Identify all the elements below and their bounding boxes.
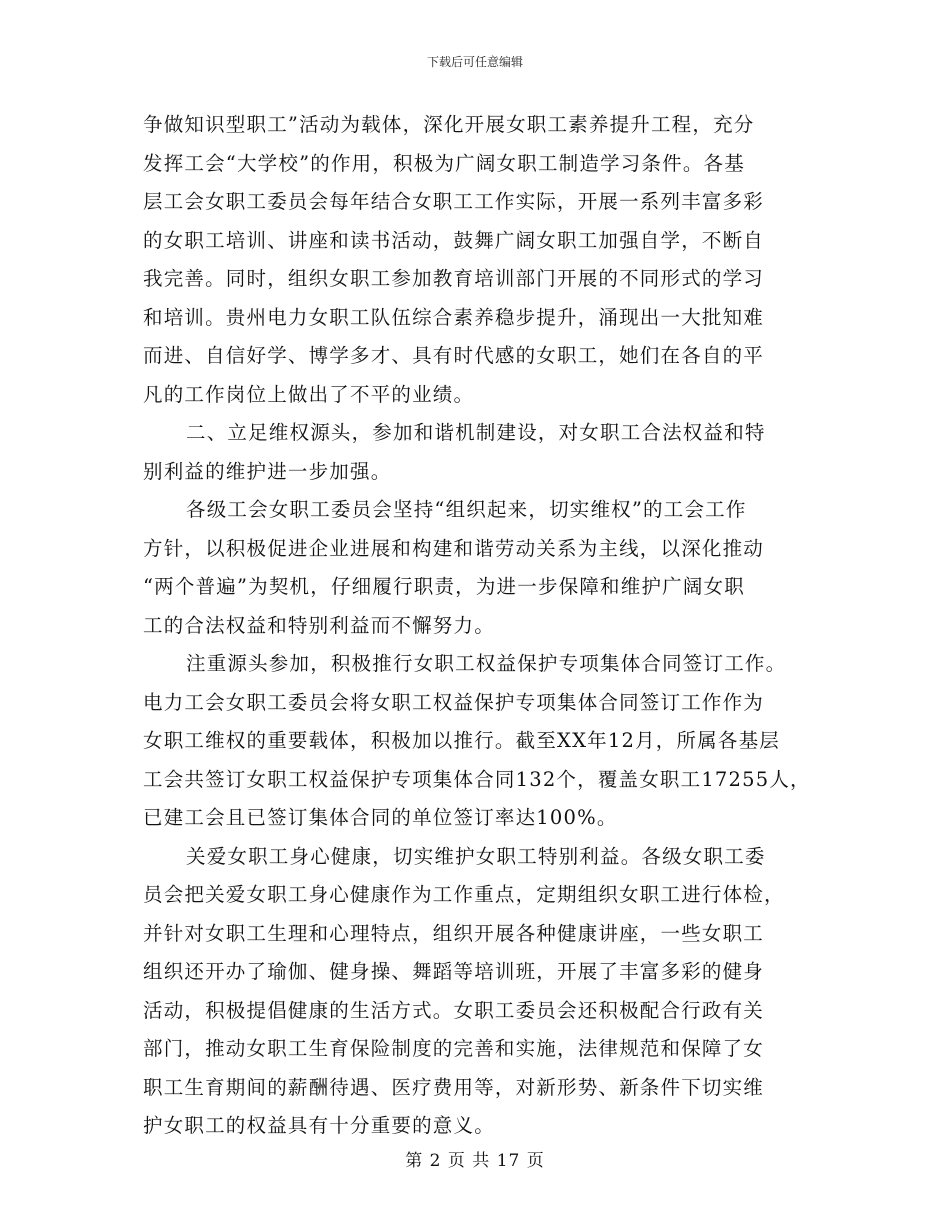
document-body <box>143 106 833 1146</box>
text-line: 工的合法权益和特别利益而不懈努力。 <box>143 613 495 637</box>
total-pages-number: 17 <box>496 1151 521 1171</box>
page-footer <box>0 1150 950 1172</box>
footer-prefix: 第 <box>405 1151 424 1171</box>
text-line: 发挥工会“大学校”的作用，积极为广阔女职工制造学习条件。各基 <box>143 151 745 175</box>
current-page-number: 2 <box>429 1151 442 1171</box>
text-line: 关爱女职工身心健康，切实维护女职工特别利益。各级女职工委 <box>186 844 766 868</box>
text-line: 我完善。同时，组织女职工参加教育培训部门开展的不同形式的学习 <box>143 267 765 290</box>
footer-page-word: 页 <box>447 1151 466 1171</box>
text-line: 女职工维权的重要载体，积极加以推行。截至XX年12月，所属各基层 <box>143 729 780 752</box>
text-line: 并针对女职工生理和心理特点，组织开展各种健康讲座，一些女职工 <box>143 921 765 945</box>
footer-total-word: 共 <box>472 1151 491 1171</box>
section-heading-line: 别利益的维护进一步加强。 <box>143 459 392 483</box>
text-line: 层工会女职工委员会每年结合女职工工作实际，开展一系列丰富多彩 <box>143 190 765 213</box>
text-line: 方针，以积极促进企业进展和构建和谐劳动关系为主线，以深化推动 <box>143 536 765 560</box>
text-line: 凡的工作岗位上做出了不平的业绩。 <box>143 382 475 406</box>
text-line: 职工生育期间的薪酬待遇、医疗费用等，对新形势、新条件下切实维 <box>143 1075 765 1099</box>
text-line: 争做知识型职工”活动为载体，深化开展女职工素养提升工程，充分 <box>143 113 755 136</box>
text-line: 已建工会且已签订集体合同的单位签订率达100%。 <box>143 806 618 829</box>
text-line: 和培训。贵州电力女职工队伍综合素养稳步提升，涌现出一大批知难 <box>143 305 765 329</box>
text-line: 电力工会女职工委员会将女职工权益保护专项集体合同签订工作作为 <box>143 690 765 714</box>
text-line: 注重源头参加，积极推行女职工权益保护专项集体合同签订工作。 <box>186 652 787 675</box>
text-line: 员会把关爱女职工身心健康作为工作重点，定期组织女职工进行体检， <box>143 883 785 906</box>
section-heading-line: 二、立足维权源头，参加和谐机制建设，对女职工合法权益和特 <box>186 421 766 444</box>
text-line: 活动，积极提倡健康的生活方式。女职工委员会还积极配合行政有关 <box>143 998 765 1022</box>
footer-suffix: 页 <box>526 1151 545 1171</box>
text-line: 工会共签订女职工权益保护专项集体合同132个，覆盖女职工17255人， <box>143 767 811 791</box>
text-line: 组织还开办了瑜伽、健身操、舞蹈等培训班，开展了丰富多彩的健身 <box>143 960 765 983</box>
text-line: 的女职工培训、讲座和读书活动，鼓舞广阔女职工加强自学，不断自 <box>143 228 765 252</box>
text-line: 各级工会女职工委员会坚持“组织起来，切实维权”的工会工作 <box>186 498 747 521</box>
text-line: “两个普遍”为契机，仔细履行职责，为进一步保障和维护广阔女职 <box>143 575 745 598</box>
text-line: 部门，推动女职工生育保险制度的完善和实施，法律规范和保障了女 <box>143 1037 765 1060</box>
text-line: 护女职工的权益具有十分重要的意义。 <box>143 1114 495 1137</box>
text-line: 而进、自信好学、博学多才、具有时代感的女职工，她们在各自的平 <box>143 344 765 367</box>
page-header: 下载后可任意编辑 <box>426 55 523 69</box>
